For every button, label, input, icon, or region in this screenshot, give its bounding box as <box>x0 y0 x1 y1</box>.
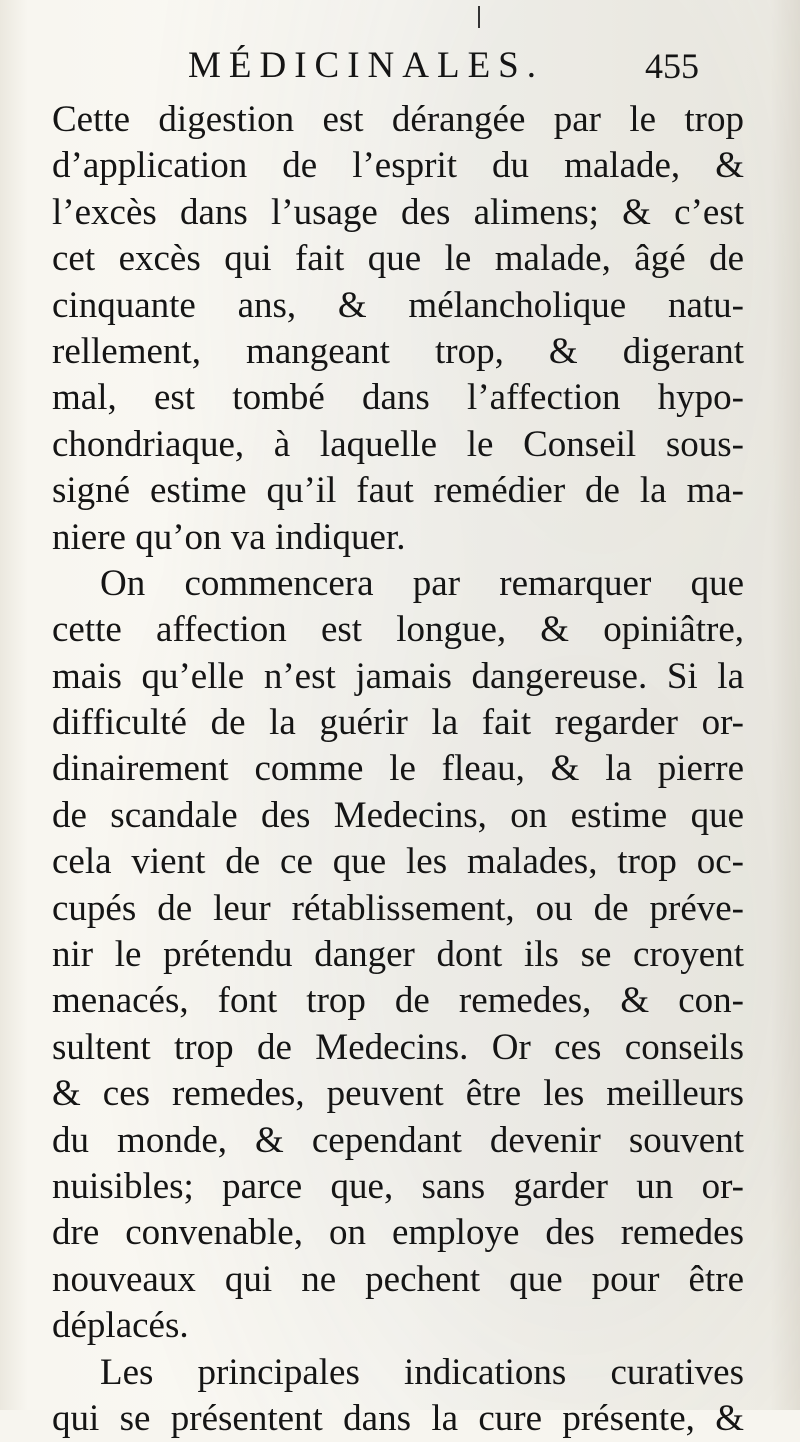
page-number: 455 <box>645 46 699 86</box>
text-line: sultent trop de Medecins. Or ces conseils <box>52 1026 744 1068</box>
text-line: dinairement comme le fleau, & la pierre <box>52 748 744 790</box>
text-line: mais qu’elle n’est jamais dangereuse. Si la <box>52 655 744 697</box>
text-line: cela vient de ce que les malades, trop oc- <box>52 841 744 883</box>
text-line: nouveaux qui ne pechent que pour être <box>52 1258 744 1300</box>
text-line: déplacés. <box>52 1305 189 1347</box>
text-line: On commencera par remarquer que <box>100 562 744 604</box>
text-line: d’application de l’esprit du malade, & <box>52 145 744 187</box>
text-line: dre convenable, on employe des remedes <box>52 1212 744 1254</box>
text-line: cet excès qui fait que le malade, âgé de <box>52 238 744 280</box>
text-line: l’excès dans l’usage des alimens; & c’est <box>52 191 744 233</box>
text-line: Les principales indications curatives <box>100 1351 744 1393</box>
text-line: rellement, mangeant trop, & digerant <box>52 330 744 372</box>
page-edge-mark <box>478 6 480 28</box>
text-line: du monde, & cependant devenir souvent <box>52 1119 744 1161</box>
running-head <box>0 40 800 98</box>
text-line: de scandale des Medecins, on estime que <box>52 794 744 836</box>
text-line: cupés de leur rétablissement, ou de préve- <box>52 887 744 929</box>
text-line: cinquante ans, & mélancholique natu- <box>52 284 744 326</box>
running-head-title: MÉDICINALES. <box>188 45 545 86</box>
text-line: niere qu’on va indiquer. <box>52 516 406 558</box>
text-line: nir le prétendu danger dont ils se croyent <box>52 934 744 976</box>
text-line: qui se présentent dans la cure présente, & <box>52 1397 744 1439</box>
text-line: chondriaque, à laquelle le Conseil sous- <box>52 423 744 465</box>
text-line: cette affection est longue, & opiniâtre, <box>52 609 744 651</box>
text-line: & ces remedes, peuvent être les meilleurs <box>52 1073 744 1115</box>
text-line: nuisibles; parce que, sans garder un or- <box>52 1165 744 1207</box>
body-text <box>52 97 744 1442</box>
text-line: signé estime qu’il faut remédier de la ma- <box>52 470 744 512</box>
text-line: mal, est tombé dans l’affection hypo- <box>52 377 744 419</box>
text-line: difficulté de la guérir la fait regarder or- <box>52 702 744 744</box>
text-line: Cette digestion est dérangée par le trop <box>52 99 744 140</box>
text-line: menacés, font trop de remedes, & con- <box>52 980 744 1022</box>
